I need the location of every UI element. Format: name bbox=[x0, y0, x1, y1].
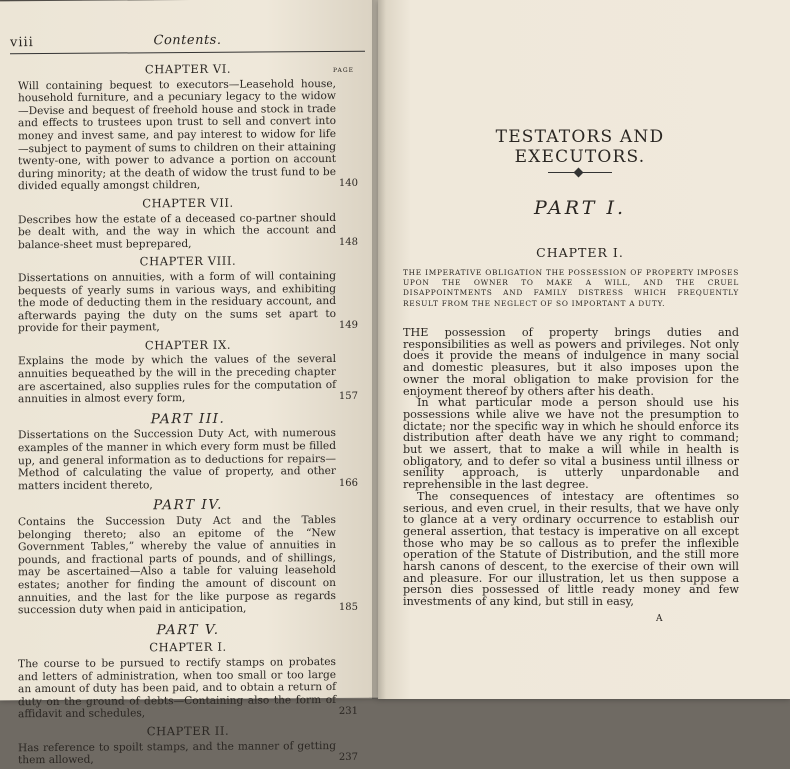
toc-entry-text: Explains the mode by which the values of the several annuities bequeathed by the will in the preceding chapter are ascertained, also supplies rules for the computation of annuities in almost every form, bbox=[18, 353, 336, 406]
toc-entry-text: Will containing bequest to executors—Leasehold house, household furniture, and a pecuniary legacy to the widow—Devise and bequest of freehold house and stock in trade and effects to trustees upon trust to sell and convert into money and invest same, and pay interest to widow for life—subject to payment of sums to children on their attaining twenty-one, with power to advance a portion on account during minority; at the death of widow the trust fund to be divided equally amongst children, bbox=[18, 77, 336, 193]
toc-entry bbox=[18, 514, 358, 617]
toc-entry bbox=[18, 353, 358, 406]
toc-entry bbox=[18, 656, 358, 721]
chapter-heading: CHAPTER I. bbox=[536, 245, 624, 260]
toc-entry bbox=[18, 739, 358, 767]
toc-page-number: 140 bbox=[338, 178, 358, 190]
toc-page-number: 231 bbox=[338, 706, 358, 718]
toc-entry-text: Contains the Succession Duty Act and the Tables belonging thereto; also an epitome of the “New Government Tables,” whereby the value of annuities in pounds, and fractional parts of pounds, and of shillings, may be ascertained—Also a table for valuing leasehold estates; another for finding the amount of discount on annuities, and the last for the like purpose as regards succession duty when paid in anticipation, bbox=[18, 513, 336, 617]
toc-page-number: 157 bbox=[338, 391, 358, 403]
paragraph: THE possession of property brings duties and responsibilities as well as powers and privileges. Not only does it provide the means of indulgence in many social and domestic pleasures, but it also imposes upon the owner the moral obligation to make provision for the enjoyment thereof by others after his death. bbox=[403, 326, 739, 398]
toc-part-heading: PART III. bbox=[150, 410, 226, 428]
part-heading: PART I. bbox=[534, 197, 626, 219]
toc-entry-text: The course to be pursued to rectify stamps on probates and letters of administration, when too small or too large an amount of duty has been paid, and to obtain a return of duty on the ground of debts—Containing also the form of affidavit and schedules, bbox=[18, 655, 336, 721]
body-text bbox=[403, 327, 739, 608]
toc-chapter-heading: CHAPTER VI. bbox=[144, 61, 232, 77]
toc-entry bbox=[18, 427, 358, 492]
left-page bbox=[0, 0, 380, 767]
toc-page-number: 149 bbox=[338, 320, 358, 332]
page-column-label: PAGE bbox=[333, 66, 354, 75]
table-of-contents bbox=[18, 57, 358, 769]
toc-chapter-heading: CHAPTER VII. bbox=[142, 195, 234, 211]
paragraph: In what particular mode a person should use his possessions while alive we have not the presumption to dictate; nor the specific way in which he should enforce its distribution after death have we any right to command; but we assert, that to make a will while in health is obligatory, and to defer so vital a business until illness or senility approach, is utterly unpardonable and reprehensible in the last degree. bbox=[403, 396, 739, 492]
running-head-title: Contents. bbox=[153, 32, 222, 49]
toc-entry-text: Has reference to spoilt stamps, and the manner of getting them allowed, bbox=[18, 739, 336, 767]
toc-page-number: 166 bbox=[338, 477, 358, 489]
running-header bbox=[10, 31, 365, 54]
toc-entry bbox=[18, 77, 358, 193]
toc-chapter-heading: CHAPTER II. bbox=[146, 723, 230, 739]
book-title: TESTATORS AND EXECUTORS. bbox=[495, 127, 665, 167]
toc-chapter-heading: CHAPTER IX. bbox=[144, 337, 232, 353]
toc-entry-text: Describes how the estate of a deceased co-partner should be dealt with, and the way in which the account and balance-sheet must beprepared, bbox=[18, 211, 336, 251]
toc-entry-text: Dissertations on annuities, with a form of will containing bequests of yearly sums in various ways, and exhibiting the mode of deducting them in the residuary account, and afterwards paying the duty on the sums set apart to provide for their payment, bbox=[18, 269, 336, 335]
toc-entry bbox=[18, 270, 358, 335]
paragraph: The consequences of intestacy are oftentimes so serious, and even cruel, in their results, that we have only to glance at a very ordinary occurrence to establish our general assertion, that testacy is imperative on all except those who may be so callous as to prefer the inflexible operation of the Statute of Distribution, and the still more harsh canons of descent, to the exercise of their own will and pleasure. For our illustration, let us then suppose a person dies possessed of little ready money and few investments of any kind, but still in easy, bbox=[403, 489, 739, 609]
page-number: viii bbox=[10, 35, 34, 51]
toc-page-number: 185 bbox=[338, 601, 358, 614]
ornament-rule bbox=[548, 172, 612, 173]
toc-page-number: 237 bbox=[338, 751, 358, 764]
toc-entry bbox=[18, 211, 358, 251]
toc-entry-text: Dissertations on the Succession Duty Act, with numerous examples of the manner in which every form must be filled up, and general information as to deductions for repairs—Method of calculating the value of property, and other matters incident thereto, bbox=[18, 427, 336, 493]
toc-list bbox=[18, 62, 358, 767]
toc-chapter-heading: CHAPTER VIII. bbox=[139, 253, 237, 269]
toc-page-number: 148 bbox=[338, 236, 358, 248]
chapter-summary: THE IMPERATIVE OBLIGATION THE POSSESSION OF PROPERTY IMPOSES UPON THE OWNER TO MAKE A WILL, AND THE CRUEL DISAPPOINTMENTS AND FAMILY DISTRESS WHICH FREQUENTLY RESULT FROM THE NEGLECT OF SO IMPORTANT A DUTY. bbox=[403, 268, 739, 308]
toc-part-heading: PART IV. bbox=[153, 497, 223, 514]
toc-chapter-heading: CHAPTER I. bbox=[149, 640, 227, 655]
toc-part-heading: PART V. bbox=[156, 621, 220, 638]
signature-mark: A bbox=[656, 614, 663, 624]
book-gutter bbox=[372, 0, 386, 699]
